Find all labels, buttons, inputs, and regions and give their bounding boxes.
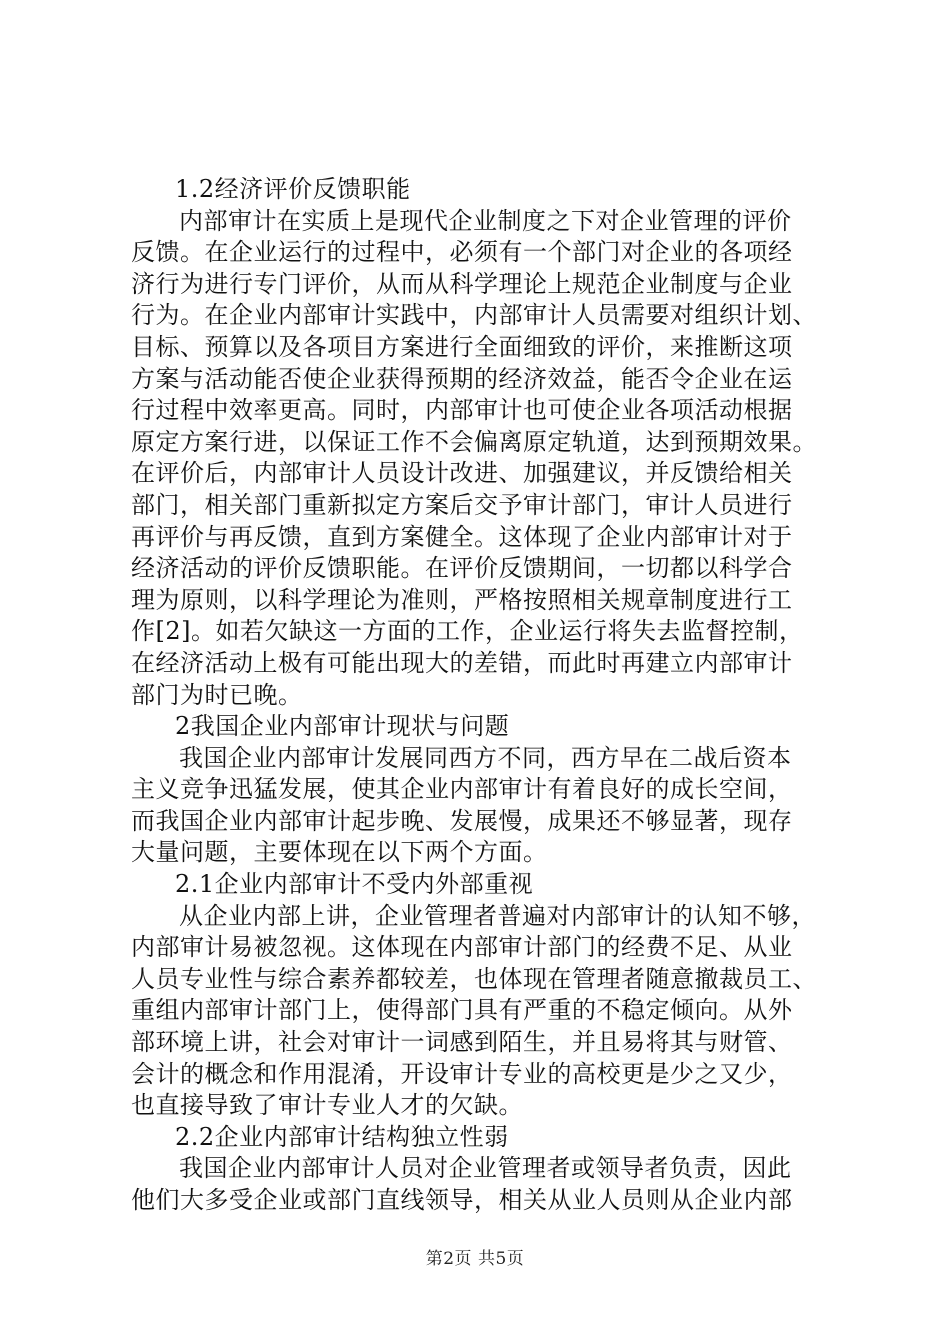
paragraph-line: 原定方案行进，以保证工作不会偏离原定轨道，达到预期效果。 — [131, 427, 817, 456]
paragraph-line: 他们大多受企业或部门直线领导，相关从业人员则从企业内部 — [131, 1186, 793, 1214]
paragraph-line: 目标、预算以及各项目方案进行全面细致的评价，来推断这项 — [131, 332, 793, 361]
paragraph-line: 我国企业内部审计发展同西方不同，西方早在二战后资本 — [179, 743, 792, 772]
paragraph-line: 主义竞争迅猛发展，使其企业内部审计有着良好的成长空间， — [131, 775, 793, 804]
paragraph-line: 方案与活动能否使企业获得预期的经济效益，能否令企业在运 — [131, 364, 793, 393]
paragraph-line: 再评价与再反馈，直到方案健全。这体现了企业内部审计对于 — [131, 522, 793, 551]
section-heading: 1.2经济评价反馈职能 — [175, 175, 411, 203]
section-heading: 2.2企业内部审计结构独立性弱 — [175, 1122, 509, 1151]
paragraph-line: 行为。在企业内部审计实践中，内部审计人员需要对组织计划、 — [131, 301, 817, 330]
paragraph-line: 部门为时已晚。 — [131, 680, 303, 709]
paragraph-line: 而我国企业内部审计起步晚、发展慢，成果还不够显著，现存 — [131, 806, 793, 835]
paragraph-line: 也直接导致了审计专业人才的欠缺。 — [131, 1091, 523, 1120]
paragraph-line: 重组内部审计部门上，使得部门具有严重的不稳定倾向。从外 — [131, 996, 793, 1025]
paragraph-line: 部环境上讲，社会对审计一词感到陌生，并且易将其与财管、 — [131, 1028, 793, 1057]
paragraph-line: 大量问题，主要体现在以下两个方面。 — [131, 838, 548, 867]
paragraph-line: 内部审计在实质上是现代企业制度之下对企业管理的评价 — [179, 206, 792, 235]
section-heading: 2我国企业内部审计现状与问题 — [175, 712, 510, 741]
page-number-footer: 第2页 共5页 — [425, 1249, 525, 1269]
paragraph-line: 从企业内部上讲，企业管理者普遍对内部审计的认知不够， — [179, 901, 816, 930]
paragraph-line: 部门，相关部门重新拟定方案后交予审计部门，审计人员进行 — [131, 490, 793, 519]
paragraph-line: 反馈。在企业运行的过程中，必须有一个部门对企业的各项经 — [131, 238, 793, 267]
paragraph-line: 济行为进行专门评价，从而从科学理论上规范企业制度与企业 — [131, 269, 793, 298]
section-heading: 2.1企业内部审计不受内外部重视 — [175, 870, 534, 899]
paragraph-line: 行过程中效率更高。同时，内部审计也可使企业各项活动根据 — [131, 396, 793, 425]
document-body — [131, 174, 831, 1217]
paragraph-line: 我国企业内部审计人员对企业管理者或领导者负责，因此 — [179, 1154, 792, 1183]
paragraph-line: 理为原则，以科学理论为准则，严格按照相关规章制度进行工 — [131, 585, 793, 614]
paragraph-line: 在经济活动上极有可能出现大的差错，而此时再建立内部审计 — [131, 648, 793, 677]
paragraph-line: 内部审计易被忽视。这体现在内部审计部门的经费不足、从业 — [131, 933, 793, 962]
paragraph-line: 在评价后，内部审计人员设计改进、加强建议，并反馈给相关 — [131, 459, 793, 488]
paragraph-line: 作[2]。如若欠缺这一方面的工作，企业运行将失去监督控制， — [131, 617, 804, 646]
paragraph-line: 人员专业性与综合素养都较差，也体现在管理者随意撤裁员工、 — [131, 964, 817, 993]
paragraph-line: 经济活动的评价反馈职能。在评价反馈期间，一切都以科学合 — [131, 554, 793, 583]
paragraph-line: 会计的概念和作用混淆，开设审计专业的高校更是少之又少， — [131, 1059, 793, 1088]
